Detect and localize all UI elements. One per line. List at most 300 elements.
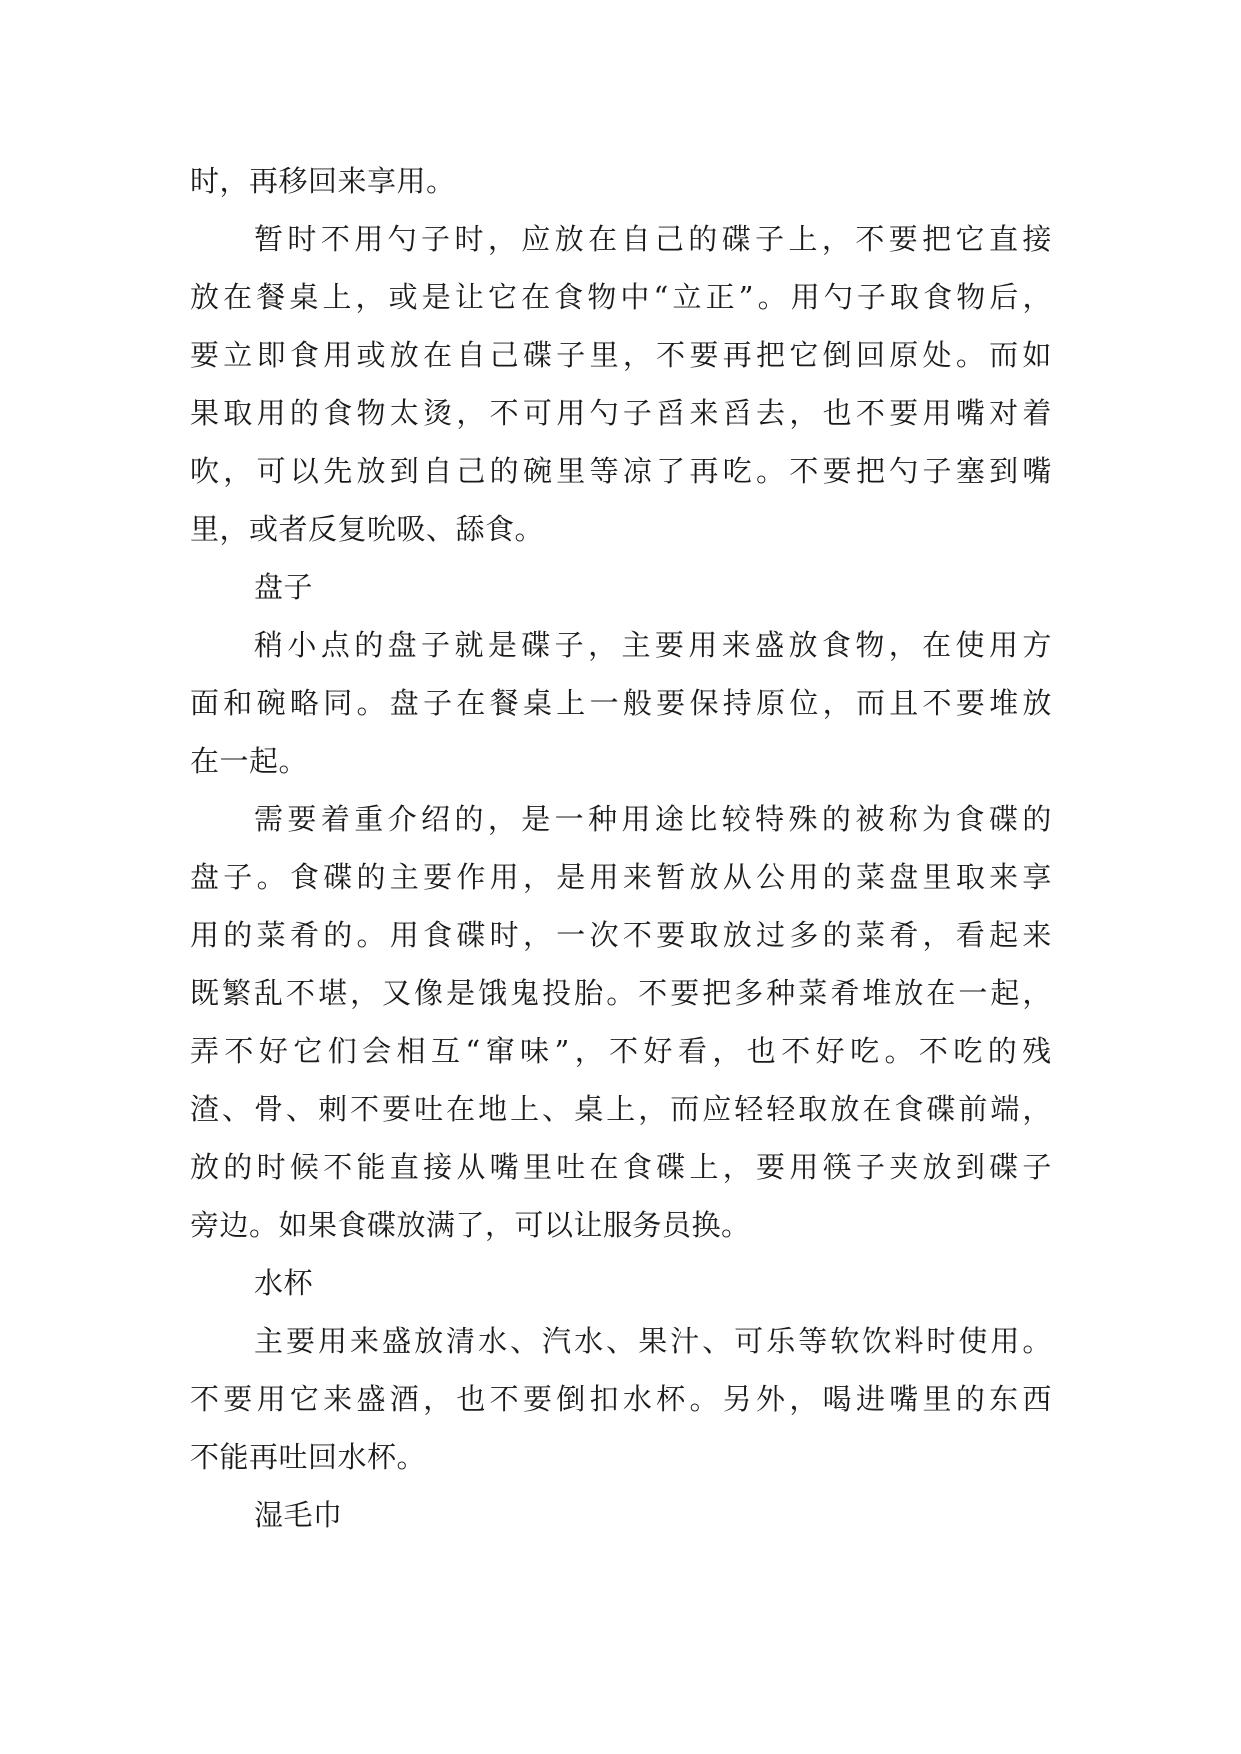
glyph: 自 <box>621 222 651 256</box>
glyph: 汁 <box>670 1324 700 1358</box>
glyph: 、 <box>542 1092 572 1126</box>
glyph: 应 <box>702 1092 732 1126</box>
glyph: 般 <box>622 686 653 720</box>
glyph: 吃 <box>722 454 753 488</box>
glyph: 来 <box>989 860 1019 894</box>
glyph: 碟 <box>656 1150 686 1184</box>
text-line <box>190 906 1052 964</box>
glyph: 吐 <box>556 1150 586 1184</box>
glyph: “ <box>653 280 669 314</box>
glyph: 原 <box>889 338 919 372</box>
glyph: 碟 <box>721 222 752 256</box>
glyph: 倒 <box>822 338 853 372</box>
glyph: 起 <box>990 976 1020 1010</box>
glyph: 吃 <box>850 1034 880 1068</box>
glyph: 要 <box>522 1382 553 1416</box>
glyph: 略 <box>289 686 320 720</box>
glyph: 去 <box>756 396 786 430</box>
glyph: 食 <box>554 280 584 314</box>
glyph: 把 <box>756 338 786 372</box>
glyph: 要 <box>287 802 317 836</box>
glyph: 的 <box>822 860 853 894</box>
glyph: 需 <box>254 802 284 836</box>
glyph: 喝 <box>822 1382 853 1416</box>
glyph: 要 <box>756 1150 786 1184</box>
glyph: 用 <box>556 396 586 430</box>
glyph: 用 <box>256 396 287 430</box>
glyph: 倒 <box>556 1382 586 1416</box>
glyph: 不 <box>224 1034 254 1068</box>
glyph: 在 <box>589 1150 620 1184</box>
glyph: 是 <box>487 628 518 662</box>
glyph: 着 <box>1022 396 1052 430</box>
glyph: 介 <box>387 802 418 836</box>
glyph: 里 <box>922 860 953 894</box>
glyph: ， <box>522 860 553 894</box>
glyph: 好 <box>815 1034 846 1068</box>
glyph: 盘 <box>889 860 919 894</box>
glyph: ， <box>423 1382 453 1416</box>
glyph: 不 <box>609 1034 639 1068</box>
glyph: 既 <box>190 976 220 1010</box>
glyph: ， <box>821 222 852 256</box>
glyph: 、 <box>286 1092 316 1126</box>
glyph: 碟 <box>988 802 1019 836</box>
glyph: 食 <box>622 1150 653 1184</box>
glyph: 取 <box>689 918 719 952</box>
glyph: 子 <box>922 454 953 488</box>
glyph: 太 <box>389 396 420 430</box>
glyph: 在 <box>446 1092 476 1126</box>
glyph: 它 <box>289 1382 320 1416</box>
glyph: 作 <box>456 860 486 894</box>
glyph: 使 <box>958 1324 988 1358</box>
glyph: 一 <box>554 802 585 836</box>
glyph: 从 <box>456 1150 486 1184</box>
glyph: 不 <box>286 976 316 1010</box>
glyph: 己 <box>654 222 685 256</box>
glyph: 而 <box>855 686 886 720</box>
glyph: 不 <box>855 396 886 430</box>
glyph: 前 <box>958 1092 988 1126</box>
glyph: 来 <box>622 860 653 894</box>
glyph: 的 <box>821 802 852 836</box>
glyph: 不 <box>350 1092 380 1126</box>
glyph: 要 <box>656 918 686 952</box>
text-line: 里，或者反复吮吸、舔食。 <box>190 512 545 546</box>
glyph: 面 <box>190 686 220 720</box>
glyph: 轻 <box>766 1092 796 1126</box>
glyph: 取 <box>798 1092 828 1126</box>
glyph: 点 <box>320 628 351 662</box>
glyph: 勺 <box>387 222 418 256</box>
glyph: 杯 <box>656 1382 686 1416</box>
glyph: 放 <box>389 338 420 372</box>
glyph: 放 <box>190 1150 220 1184</box>
glyph: 用 <box>988 628 1019 662</box>
glyph: 放 <box>894 976 924 1010</box>
glyph: ， <box>223 454 253 488</box>
glyph: 的 <box>489 454 520 488</box>
glyph: 味 <box>520 1034 550 1068</box>
glyph: 骨 <box>254 1092 284 1126</box>
text-line <box>190 848 1052 906</box>
text-line <box>190 1022 1052 1080</box>
glyph: 食 <box>289 860 320 894</box>
glyph: 放 <box>722 918 753 952</box>
glyph: 烫 <box>423 396 453 430</box>
glyph: 物 <box>356 396 386 430</box>
glyph: 桌 <box>574 1092 604 1126</box>
glyph: 里 <box>922 1382 953 1416</box>
glyph: 看 <box>677 1034 708 1068</box>
glyph: 绍 <box>421 802 451 836</box>
glyph: 乐 <box>766 1324 796 1358</box>
glyph: 子 <box>556 338 586 372</box>
glyph: 它 <box>789 338 819 372</box>
glyph: 窜 <box>485 1034 516 1068</box>
glyph: 正 <box>705 280 736 314</box>
text-line <box>190 210 1052 268</box>
glyph: 进 <box>855 1382 886 1416</box>
glyph: ” <box>554 1034 570 1068</box>
glyph: “ <box>465 1034 481 1068</box>
glyph: 把 <box>702 976 732 1010</box>
glyph: 等 <box>589 454 620 488</box>
glyph: 一 <box>958 976 988 1010</box>
glyph: 取 <box>890 280 920 314</box>
glyph: 来 <box>689 396 719 430</box>
glyph: 子 <box>421 628 451 662</box>
glyph: 、 <box>510 1324 540 1358</box>
glyph: 自 <box>423 454 453 488</box>
glyph: 食 <box>423 918 453 952</box>
glyph: ， <box>574 1034 605 1068</box>
glyph: ， <box>922 918 953 952</box>
glyph: 是 <box>421 280 452 314</box>
glyph: 以 <box>289 454 320 488</box>
glyph: ， <box>350 976 380 1010</box>
glyph: 让 <box>454 280 485 314</box>
glyph: 自 <box>456 338 486 372</box>
glyph: 候 <box>289 1150 320 1184</box>
glyph: 特 <box>755 802 785 836</box>
glyph: 较 <box>721 802 752 836</box>
glyph: 放 <box>190 280 220 314</box>
glyph: 原 <box>756 686 786 720</box>
glyph: 看 <box>955 918 986 952</box>
glyph: 。 <box>606 976 636 1010</box>
glyph: 上 <box>510 1092 540 1126</box>
glyph: 菜 <box>855 918 886 952</box>
glyph: 时 <box>489 918 520 952</box>
glyph: 东 <box>989 1382 1019 1416</box>
glyph: 放 <box>414 1324 444 1358</box>
glyph: 繁 <box>222 976 252 1010</box>
glyph: 的 <box>955 1382 986 1416</box>
glyph: 勺 <box>589 396 620 430</box>
glyph: 了 <box>656 454 686 488</box>
glyph: 舀 <box>722 396 753 430</box>
glyph: 鬼 <box>510 976 540 1010</box>
glyph: 的 <box>454 802 484 836</box>
glyph: 等 <box>798 1324 828 1358</box>
glyph: 弄 <box>190 1034 220 1068</box>
glyph: ， <box>622 338 653 372</box>
glyph: 像 <box>414 976 444 1010</box>
glyph: 水 <box>574 1324 604 1358</box>
glyph: 筷 <box>822 1150 853 1184</box>
glyph: 嘴 <box>489 1150 520 1184</box>
glyph: 用 <box>789 1150 819 1184</box>
glyph: 也 <box>456 1382 486 1416</box>
glyph: 为 <box>922 802 952 836</box>
glyph: 是 <box>556 860 586 894</box>
glyph: 方 <box>1022 628 1052 662</box>
glyph: 不 <box>855 222 885 256</box>
glyph: 好 <box>643 1034 674 1068</box>
glyph: 肴 <box>889 918 919 952</box>
glyph: 时 <box>454 222 484 256</box>
glyph: 子 <box>223 860 253 894</box>
glyph: 堆 <box>989 686 1019 720</box>
text-line <box>190 1312 1052 1370</box>
glyph: 而 <box>670 1092 700 1126</box>
glyph: 水 <box>478 1324 508 1358</box>
glyph: 的 <box>987 1034 1018 1068</box>
section-heading: 盘子 <box>254 570 314 604</box>
glyph: 多 <box>734 976 764 1010</box>
glyph: 菜 <box>855 860 886 894</box>
glyph: 肴 <box>830 976 860 1010</box>
glyph: 相 <box>396 1034 427 1068</box>
glyph: 堪 <box>318 976 348 1010</box>
glyph: 互 <box>430 1034 461 1068</box>
glyph: 里 <box>522 1150 553 1184</box>
glyph: 的 <box>323 918 353 952</box>
glyph: 扣 <box>589 1382 620 1416</box>
glyph: 不 <box>781 1034 811 1068</box>
glyph: 先 <box>323 454 353 488</box>
glyph: 一 <box>556 918 586 952</box>
glyph: 不 <box>323 1150 353 1184</box>
glyph: 或 <box>388 280 419 314</box>
glyph: 多 <box>789 918 819 952</box>
glyph: 盘 <box>387 628 418 662</box>
text-line <box>190 674 1052 732</box>
glyph: 是 <box>521 802 551 836</box>
glyph: 时 <box>287 222 317 256</box>
glyph: 享 <box>1022 860 1052 894</box>
document-body <box>190 152 1052 1544</box>
glyph: 用 <box>354 222 384 256</box>
glyph: 果 <box>638 1324 668 1358</box>
text-line: 旁边。如果食碟放满了，可以让服务员换。 <box>190 1208 751 1242</box>
glyph: 物 <box>855 628 885 662</box>
glyph: 时 <box>926 1324 956 1358</box>
glyph: 稍 <box>254 628 284 662</box>
glyph: 不 <box>190 1382 220 1416</box>
glyph: 要 <box>286 1324 316 1358</box>
glyph: 堆 <box>862 976 892 1010</box>
glyph: 不 <box>622 918 653 952</box>
glyph: 汽 <box>542 1324 572 1358</box>
text-line <box>190 1370 1052 1428</box>
glyph: 食 <box>894 1092 924 1126</box>
text-line: 在一起。 <box>190 744 309 778</box>
glyph: 食 <box>923 280 953 314</box>
glyph: 地 <box>478 1092 508 1126</box>
glyph: 子 <box>1022 1150 1052 1184</box>
glyph: 吐 <box>414 1092 444 1126</box>
text-line <box>190 790 1052 848</box>
glyph: 或 <box>356 338 386 372</box>
glyph: 在 <box>223 280 253 314</box>
glyph: 物 <box>956 280 986 314</box>
glyph: 舀 <box>656 396 686 430</box>
glyph: 到 <box>955 1150 986 1184</box>
glyph: 再 <box>689 454 719 488</box>
glyph: 不 <box>489 1382 520 1416</box>
glyph: ， <box>1022 280 1052 314</box>
glyph: 会 <box>362 1034 392 1068</box>
glyph: 的 <box>822 918 853 952</box>
text-line <box>190 964 1052 1022</box>
glyph: 再 <box>722 338 753 372</box>
glyph: 要 <box>654 628 685 662</box>
glyph: 。 <box>356 918 386 952</box>
glyph: 在 <box>862 1092 892 1126</box>
glyph: 把 <box>855 454 886 488</box>
glyph: 到 <box>989 454 1019 488</box>
glyph: 清 <box>446 1324 476 1358</box>
glyph: 要 <box>382 1092 412 1126</box>
glyph: 放 <box>830 1092 860 1126</box>
glyph: 。 <box>356 686 386 720</box>
glyph: 放 <box>356 454 386 488</box>
glyph: 碗 <box>256 686 287 720</box>
glyph: 西 <box>1022 1382 1052 1416</box>
glyph: 立 <box>672 280 702 314</box>
glyph: 不 <box>638 976 668 1010</box>
glyph: 轻 <box>734 1092 764 1126</box>
glyph: 殊 <box>788 802 819 836</box>
glyph: 要 <box>889 396 919 430</box>
glyph: 子 <box>755 222 785 256</box>
glyph: 桌 <box>522 686 553 720</box>
glyph: 吃 <box>953 1034 983 1068</box>
glyph: 的 <box>354 628 384 662</box>
glyph: 来 <box>350 1324 380 1358</box>
glyph: ， <box>888 628 919 662</box>
text-line <box>190 384 1052 442</box>
glyph: 回 <box>855 338 886 372</box>
glyph: 它 <box>293 1034 323 1068</box>
glyph: 的 <box>1022 802 1052 836</box>
glyph: 它 <box>955 222 986 256</box>
glyph: 果 <box>190 396 220 430</box>
glyph: 子 <box>855 1150 886 1184</box>
glyph: 的 <box>289 396 320 430</box>
glyph: 里 <box>556 454 586 488</box>
text-line <box>190 1138 1052 1196</box>
glyph: 软 <box>830 1324 860 1358</box>
glyph: 着 <box>320 802 351 836</box>
glyph: 碟 <box>521 628 551 662</box>
glyph: ， <box>712 1034 742 1068</box>
glyph: 食 <box>955 802 986 836</box>
glyph: 勺 <box>889 454 919 488</box>
glyph: 外 <box>756 1382 786 1416</box>
glyph: 又 <box>382 976 412 1010</box>
glyph: 用 <box>389 918 420 952</box>
glyph: 在 <box>926 976 956 1010</box>
glyph: 另 <box>722 1382 753 1416</box>
text-line <box>190 326 1052 384</box>
glyph: 放 <box>788 628 819 662</box>
glyph: 菜 <box>256 918 287 952</box>
glyph: 饿 <box>478 976 508 1010</box>
glyph: 不 <box>918 1034 949 1068</box>
glyph: 水 <box>622 1382 653 1416</box>
glyph: 胎 <box>574 976 604 1010</box>
glyph: 来 <box>323 1382 353 1416</box>
glyph: 碗 <box>522 454 553 488</box>
glyph: 上 <box>556 686 586 720</box>
glyph: 要 <box>190 338 220 372</box>
glyph: 子 <box>622 396 653 430</box>
glyph: 盘 <box>190 860 220 894</box>
glyph: 到 <box>389 454 420 488</box>
text-line <box>190 1080 1052 1138</box>
glyph: 在 <box>423 338 453 372</box>
glyph: ， <box>789 396 819 430</box>
glyph: 直 <box>389 1150 420 1184</box>
glyph: 是 <box>446 976 476 1010</box>
glyph: 餐 <box>489 686 520 720</box>
glyph: 放 <box>689 860 719 894</box>
glyph: 且 <box>889 686 919 720</box>
text-line <box>190 442 1052 500</box>
glyph: 饮 <box>862 1324 892 1358</box>
glyph: 上 <box>606 1092 636 1126</box>
glyph: 酒 <box>389 1382 420 1416</box>
glyph: 次 <box>589 918 620 952</box>
glyph: 要 <box>223 1382 253 1416</box>
glyph: 端 <box>990 1092 1020 1126</box>
glyph: 放 <box>922 1150 953 1184</box>
glyph: 用 <box>789 860 819 894</box>
glyph: 放 <box>1022 686 1052 720</box>
glyph: 盘 <box>389 686 420 720</box>
glyph: 料 <box>894 1324 924 1358</box>
glyph: 勺 <box>823 280 854 314</box>
glyph: 用 <box>688 628 718 662</box>
glyph: 种 <box>766 976 796 1010</box>
glyph: 保 <box>689 686 719 720</box>
glyph: 暂 <box>254 222 284 256</box>
glyph: 要 <box>670 976 700 1010</box>
glyph: 要 <box>689 338 719 372</box>
glyph: 处 <box>922 338 953 372</box>
glyph: 用 <box>190 918 220 952</box>
glyph: 们 <box>327 1034 358 1068</box>
glyph: 用 <box>589 860 620 894</box>
glyph: 刺 <box>318 1092 348 1126</box>
glyph: 食 <box>323 396 353 430</box>
glyph: 物 <box>587 280 617 314</box>
glyph: 主 <box>254 1324 284 1358</box>
